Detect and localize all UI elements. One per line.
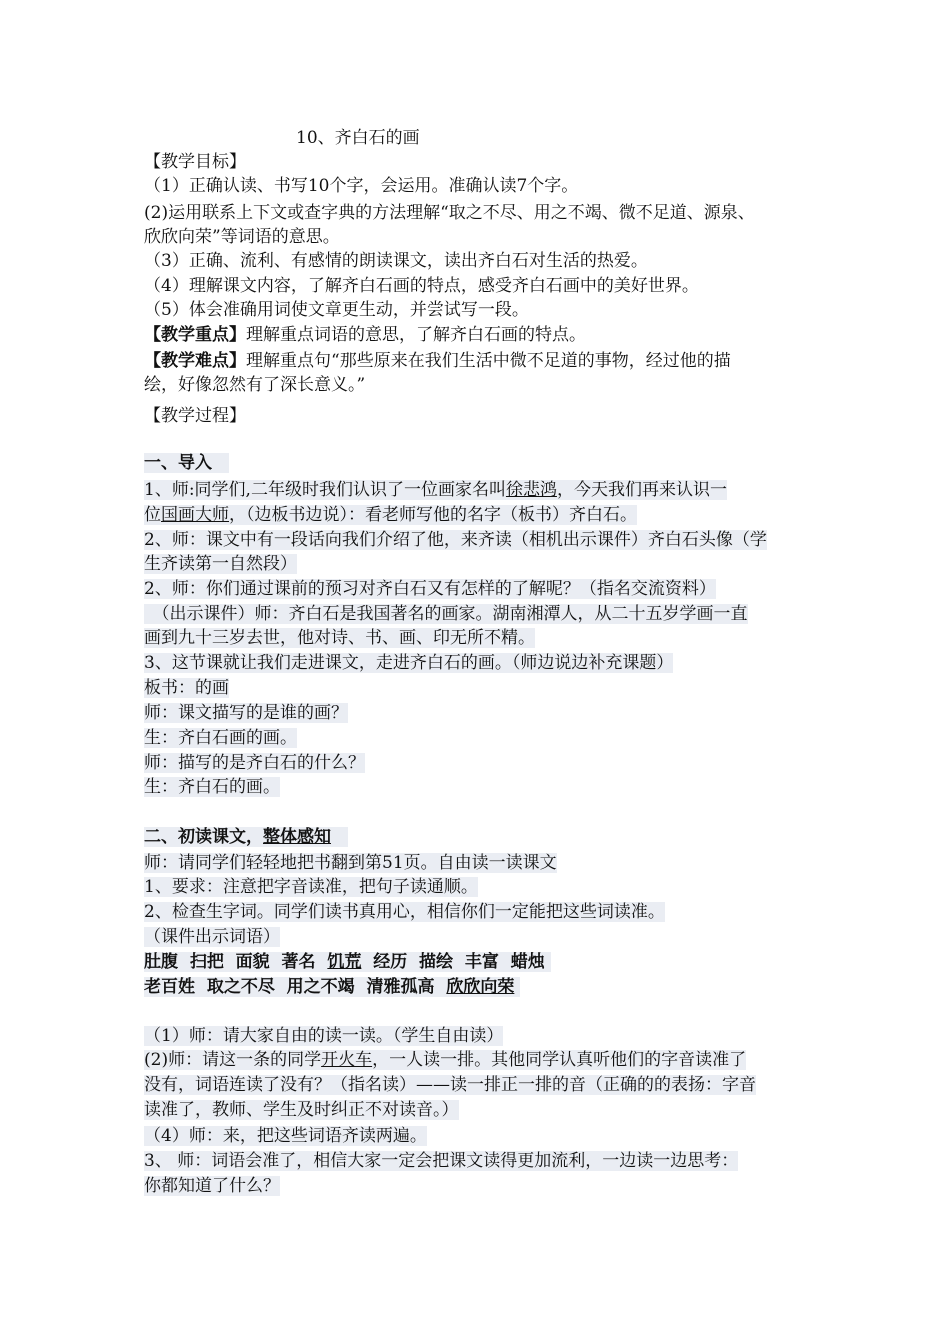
paragraph-line: （4）师：来，把这些词语齐读两遍。 <box>144 1126 427 1146</box>
section-heading: 一、导入 <box>144 451 229 475</box>
paragraph-line: 生齐读第一自然段） <box>144 554 297 574</box>
objectives-heading: 【教学目标】 <box>144 152 246 172</box>
paragraph-line: 画到九十三岁去世，他对诗、书、画、印无所不精。 <box>144 628 535 648</box>
difficulty <box>144 349 731 373</box>
word-list: 肚腹 扫把 面貌 著名 饥荒 经历 描绘 丰富 蜡烛 <box>144 950 551 974</box>
objective-item: （1）正确认读、书写10个字，会运用。准确认读7个字。 <box>144 176 579 196</box>
objective-item: 欣欣向荣”等词语的意思。 <box>144 227 340 247</box>
name-xu-beihong: 徐悲鸿 <box>505 480 557 500</box>
paragraph-line: 板书：的画 <box>144 678 229 698</box>
paragraph-line: 2、检查生字词。同学们读书真用心，相信你们一定能把这些词读准。 <box>144 902 665 922</box>
paragraph-line: 1、要求：注意把字音读准，把句子读通顺。 <box>144 877 478 897</box>
key-point <box>144 323 586 347</box>
objective-item: （5）体会准确用词使文章更生动，并尝试写一段。 <box>144 300 529 320</box>
paragraph-line: 没有，词语连读了没有？（指名读）——读一排正一排的音（正确的的表扬：字音 <box>144 1075 756 1095</box>
word-list: 老百姓 取之不尽 用之不竭 清雅孤高 欣欣向荣 <box>144 975 520 999</box>
difficulty-text: 理解重点句“那些原来在我们生活中微不足道的事物，经过他的描 <box>246 351 731 371</box>
paragraph-line: 师：描写的是齐白石的什么？ <box>144 753 365 773</box>
paragraph-line: 3、 师：词语会准了，相信大家一定会把课文读得更加流利，一边读一边思考： <box>144 1151 739 1171</box>
paragraph-line: （出示课件）师：齐白石是我国著名的画家。湖南湘潭人，从二十五岁学画一直 <box>144 604 748 624</box>
paragraph-line: (2)师：请这一条的同学开火车，一人读一排。其他同学认真听他们的字音读准了 <box>144 1050 747 1070</box>
paragraph-line: 2、师：你们通过课前的预习对齐白石又有怎样的了解呢？（指名交流资料） <box>144 579 716 599</box>
paragraph-line: 3、这节课就让我们走进课文，走进齐白石的画。（师边说边补充课题） <box>144 653 674 673</box>
objective-item: (2)运用联系上下文或查字典的方法理解“取之不尽、用之不竭、微不足道、源泉、 <box>144 203 755 223</box>
section-heading: 二、初读课文，整体感知 <box>144 825 348 849</box>
objective-item: （3）正确、流利、有感情的朗读课文，读出齐白石对生活的热爱。 <box>144 251 648 271</box>
paragraph-line: 师：请同学们轻轻地把书翻到第51页。自由读一读课文 <box>144 853 557 873</box>
term-guohua-dashi: 国画大师 <box>161 505 229 525</box>
paragraph-line: 生：齐白石的画。 <box>144 777 280 797</box>
process-heading: 【教学过程】 <box>144 406 246 426</box>
key-point-text: 理解重点词语的意思，了解齐白石画的特点。 <box>246 325 586 345</box>
term-kai-huoche: 开火车 <box>321 1050 373 1070</box>
paragraph-line: （1）师：请大家自由的读一读。（学生自由读） <box>144 1026 504 1046</box>
difficulty-text-cont: 绘，好像忽然有了深长意义。” <box>144 375 366 395</box>
paragraph-line: 2、师：课文中有一段话向我们介绍了他，来齐读（相机出示课件）齐白石头像（学 <box>144 530 767 550</box>
paragraph-line: 师：课文描写的是谁的画？ <box>144 703 348 723</box>
document-title: 10、齐白石的画 <box>296 128 420 148</box>
paragraph-line: 位国画大师，（边板书边说）：看老师写他的名字（板书）齐白石。 <box>144 505 637 525</box>
paragraph-line: 1、师:同学们,二年级时我们认识了一位画家名叫徐悲鸿，今天我们再来认识一 <box>144 480 727 500</box>
paragraph-line: 生：齐白石画的画。 <box>144 728 297 748</box>
key-point-label: 【教学重点】 <box>144 325 246 345</box>
paragraph-line: 读准了，教师、学生及时纠正不对读音。） <box>144 1100 459 1120</box>
difficulty-label: 【教学难点】 <box>144 351 246 371</box>
paragraph-line: （课件出示词语） <box>144 927 280 947</box>
paragraph-line: 你都知道了什么？ <box>144 1176 280 1196</box>
objective-item: （4）理解课文内容，了解齐白石画的特点，感受齐白石画中的美好世界。 <box>144 276 699 296</box>
